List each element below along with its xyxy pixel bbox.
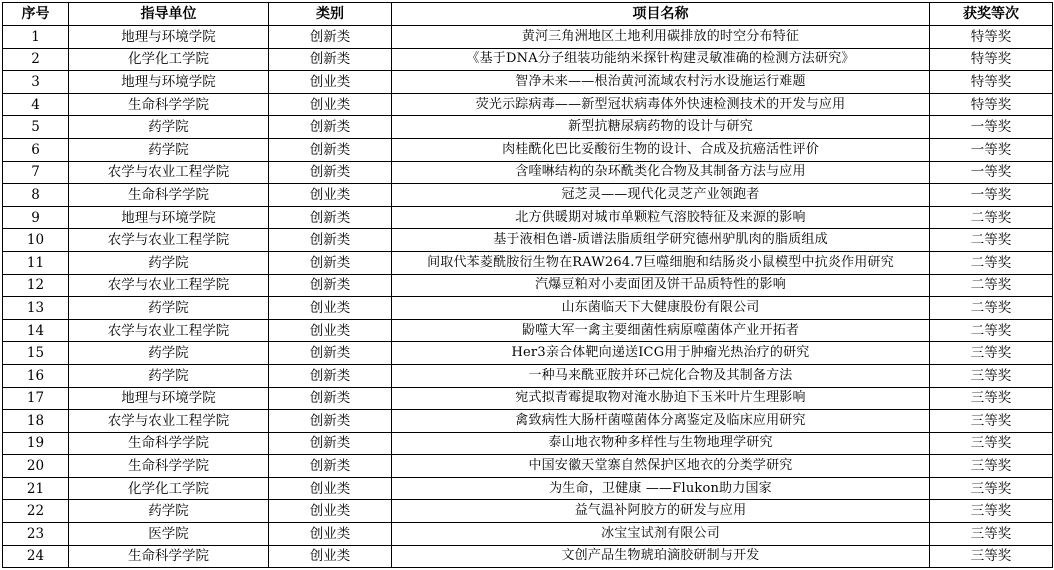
row-unit: 药学院	[69, 500, 269, 523]
row-unit: 农学与农业工程学院	[69, 274, 269, 297]
row-unit: 农学与农业工程学院	[69, 410, 269, 433]
row-award: 三等奖	[930, 387, 1053, 410]
row-number: 8	[3, 184, 69, 207]
row-number: 17	[3, 387, 69, 410]
table-row	[3, 71, 1053, 94]
row-award: 三等奖	[930, 342, 1053, 365]
row-type: 创新类	[269, 410, 392, 433]
row-project-name: 山东菌临天下大健康股份有限公司	[392, 297, 930, 320]
award-table	[2, 2, 1053, 568]
table-row	[3, 93, 1053, 116]
header-unit: 指导单位	[69, 3, 269, 26]
row-number: 6	[3, 138, 69, 161]
row-number: 24	[3, 545, 69, 568]
row-type: 创新类	[269, 26, 392, 49]
row-type: 创新类	[269, 251, 392, 274]
row-type: 创新类	[269, 455, 392, 478]
row-type: 创新类	[269, 342, 392, 365]
table-row	[3, 410, 1053, 433]
header-name: 项目名称	[392, 3, 930, 26]
row-type: 创新类	[269, 116, 392, 139]
row-unit: 化学化工学院	[69, 477, 269, 500]
row-award: 特等奖	[930, 93, 1053, 116]
row-number: 9	[3, 206, 69, 229]
row-unit: 生命科学学院	[69, 545, 269, 568]
row-award: 三等奖	[930, 432, 1053, 455]
row-type: 创业类	[269, 71, 392, 94]
row-number: 1	[3, 26, 69, 49]
table-row	[3, 274, 1053, 297]
row-number: 11	[3, 251, 69, 274]
row-type: 创业类	[269, 500, 392, 523]
row-type: 创新类	[269, 364, 392, 387]
row-award: 特等奖	[930, 26, 1053, 49]
table-row	[3, 364, 1053, 387]
row-number: 23	[3, 523, 69, 546]
row-award: 三等奖	[930, 455, 1053, 478]
table-row	[3, 523, 1053, 546]
row-type: 创业类	[269, 184, 392, 207]
table-row	[3, 161, 1053, 184]
table-row	[3, 500, 1053, 523]
row-unit: 农学与农业工程学院	[69, 319, 269, 342]
row-project-name: 禽致病性大肠杆菌噬菌体分离鉴定及临床应用研究	[392, 410, 930, 433]
row-project-name: 黄河三角洲地区土地利用碳排放的时空分布特征	[392, 26, 930, 49]
row-number: 20	[3, 455, 69, 478]
row-number: 13	[3, 297, 69, 320]
row-number: 22	[3, 500, 69, 523]
row-project-name: 冠芝灵——现代化灵芝产业领跑者	[392, 184, 930, 207]
row-type: 创新类	[269, 387, 392, 410]
row-project-name: 含喹啉结构的杂环酰类化合物及其制备方法与应用	[392, 161, 930, 184]
table-row	[3, 251, 1053, 274]
row-award: 三等奖	[930, 477, 1053, 500]
row-type: 创新类	[269, 48, 392, 71]
table-row	[3, 184, 1053, 207]
row-award: 特等奖	[930, 71, 1053, 94]
row-number: 15	[3, 342, 69, 365]
row-unit: 药学院	[69, 364, 269, 387]
row-type: 创新类	[269, 229, 392, 252]
row-project-name: 北方供暖期对城市单颗粒气溶胶特征及来源的影响	[392, 206, 930, 229]
row-project-name: 文创产品生物琥珀滴胶研制与开发	[392, 545, 930, 568]
table-row	[3, 387, 1053, 410]
row-award: 二等奖	[930, 251, 1053, 274]
row-unit: 药学院	[69, 138, 269, 161]
row-project-name: 为生命，卫健康 ——Flukon助力国家	[392, 477, 930, 500]
table-row	[3, 48, 1053, 71]
row-project-name: 间取代苯菱酰胺衍生物在RAW264.7巨噬细胞和结肠炎小鼠模型中抗炎作用研究	[392, 251, 930, 274]
table-row	[3, 297, 1053, 320]
row-award: 一等奖	[930, 138, 1053, 161]
row-unit: 地理与环境学院	[69, 26, 269, 49]
table-row	[3, 455, 1053, 478]
row-unit: 化学化工学院	[69, 48, 269, 71]
row-award: 二等奖	[930, 274, 1053, 297]
header-award: 获奖等次	[930, 3, 1053, 26]
row-award: 三等奖	[930, 500, 1053, 523]
row-award: 三等奖	[930, 523, 1053, 546]
row-number: 18	[3, 410, 69, 433]
row-unit: 药学院	[69, 251, 269, 274]
row-project-name: 冰宝宝试剂有限公司	[392, 523, 930, 546]
table-row	[3, 229, 1053, 252]
row-award: 三等奖	[930, 410, 1053, 433]
row-type: 创业类	[269, 523, 392, 546]
row-number: 7	[3, 161, 69, 184]
row-unit: 药学院	[69, 116, 269, 139]
row-award: 特等奖	[930, 48, 1053, 71]
header-row	[3, 3, 1053, 26]
row-project-name: 新型抗糖尿病药物的设计与研究	[392, 116, 930, 139]
row-project-name: Her3亲合体靶向递送ICG用于肿瘤光热治疗的研究	[392, 342, 930, 365]
row-unit: 医学院	[69, 523, 269, 546]
row-project-name: 泰山地衣物种多样性与生物地理学研究	[392, 432, 930, 455]
row-type: 创新类	[269, 432, 392, 455]
row-unit: 生命科学学院	[69, 184, 269, 207]
row-number: 2	[3, 48, 69, 71]
row-project-name: 鼢噬大军一禽主要细菌性病原噬菌体产业开拓者	[392, 319, 930, 342]
row-type: 创业类	[269, 93, 392, 116]
row-project-name: 益气温补阿胶方的研发与应用	[392, 500, 930, 523]
row-award: 一等奖	[930, 116, 1053, 139]
row-number: 10	[3, 229, 69, 252]
table-row	[3, 432, 1053, 455]
row-number: 14	[3, 319, 69, 342]
row-project-name: 肉桂酰化巴比妥酸衍生物的设计、合成及抗癌活性评价	[392, 138, 930, 161]
table-row	[3, 319, 1053, 342]
row-project-name: 《基于DNA分子组装功能纳米探针构建灵敏准确的检测方法研究》	[392, 48, 930, 71]
row-unit: 农学与农业工程学院	[69, 229, 269, 252]
table-row	[3, 138, 1053, 161]
row-number: 3	[3, 71, 69, 94]
table-row	[3, 206, 1053, 229]
row-number: 4	[3, 93, 69, 116]
row-unit: 地理与环境学院	[69, 206, 269, 229]
table-row	[3, 116, 1053, 139]
row-project-name: 基于液相色谱-质谱法脂质组学研究德州驴肌肉的脂质组成	[392, 229, 930, 252]
row-unit: 生命科学学院	[69, 455, 269, 478]
row-type: 创业类	[269, 477, 392, 500]
row-award: 一等奖	[930, 184, 1053, 207]
row-type: 创业类	[269, 297, 392, 320]
row-type: 创新类	[269, 138, 392, 161]
row-project-name: 中国安徽天堂寨自然保护区地衣的分类学研究	[392, 455, 930, 478]
row-unit: 生命科学学院	[69, 432, 269, 455]
row-unit: 生命科学学院	[69, 93, 269, 116]
row-number: 12	[3, 274, 69, 297]
row-unit: 药学院	[69, 297, 269, 320]
row-award: 一等奖	[930, 161, 1053, 184]
row-project-name: 宛式拟青霉提取物对淹水胁迫下玉米叶片生理影响	[392, 387, 930, 410]
row-award: 三等奖	[930, 364, 1053, 387]
table-row	[3, 477, 1053, 500]
table-row	[3, 342, 1053, 365]
row-award: 三等奖	[930, 545, 1053, 568]
row-unit: 地理与环境学院	[69, 71, 269, 94]
row-type: 创新类	[269, 206, 392, 229]
row-type: 创业类	[269, 319, 392, 342]
row-number: 16	[3, 364, 69, 387]
header-type: 类别	[269, 3, 392, 26]
row-award: 二等奖	[930, 319, 1053, 342]
table-body	[3, 26, 1053, 568]
row-number: 21	[3, 477, 69, 500]
row-unit: 农学与农业工程学院	[69, 161, 269, 184]
row-award: 二等奖	[930, 206, 1053, 229]
row-award: 二等奖	[930, 297, 1053, 320]
row-type: 创新类	[269, 161, 392, 184]
row-unit: 药学院	[69, 342, 269, 365]
row-type: 创业类	[269, 545, 392, 568]
row-project-name: 荧光示踪病毒——新型冠状病毒体外快速检测技术的开发与应用	[392, 93, 930, 116]
row-project-name: 汽爆豆粕对小麦面团及饼干品质特性的影响	[392, 274, 930, 297]
row-project-name: 智净未来——根治黄河流域农村污水设施运行难题	[392, 71, 930, 94]
row-unit: 地理与环境学院	[69, 387, 269, 410]
table-row	[3, 26, 1053, 49]
header-no: 序号	[3, 3, 69, 26]
row-award: 二等奖	[930, 229, 1053, 252]
row-type: 创新类	[269, 274, 392, 297]
row-number: 19	[3, 432, 69, 455]
row-project-name: 一种马来酰亚胺并环己烷化合物及其制备方法	[392, 364, 930, 387]
row-number: 5	[3, 116, 69, 139]
table-row	[3, 545, 1053, 568]
